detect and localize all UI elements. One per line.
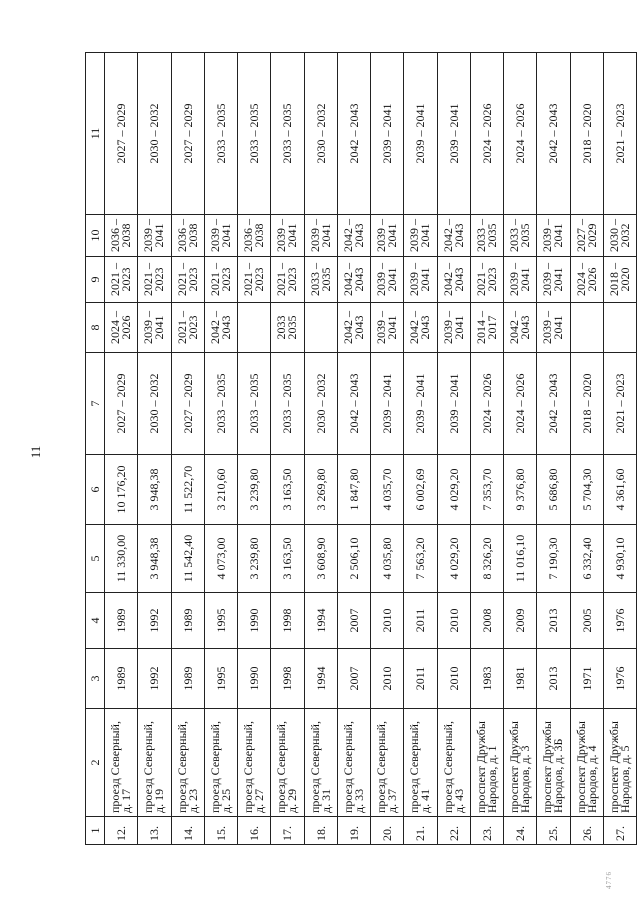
total-area-cell: 3 608,90 xyxy=(304,525,337,593)
total-area-cell: 11 330,00 xyxy=(105,525,138,593)
total-area-cell: 3 948,38 xyxy=(138,525,171,593)
period-cell: 2036 – 2038 xyxy=(238,215,271,257)
rotated-table-container xyxy=(85,53,637,845)
period-cell: 2033 – 2035 xyxy=(470,215,503,257)
living-area-cell: 1 847,80 xyxy=(337,455,370,525)
address-cell: проспект Дружбы Народов, д. 5 xyxy=(603,709,636,817)
period-cell: 2033 – 2035 xyxy=(504,215,537,257)
period-cell: 2042 – 2043 xyxy=(337,303,370,353)
header-cell: 8 xyxy=(86,303,105,353)
year-commissioned-cell: 1990 xyxy=(238,593,271,649)
period-cell: 2039 – 2041 xyxy=(138,303,171,353)
period-cell: 2039 – 2041 xyxy=(404,353,437,455)
address-cell: проспект Дружбы Народов, д. 4 xyxy=(570,709,603,817)
row-number-cell: 22. xyxy=(437,817,470,845)
table-row xyxy=(238,53,271,845)
row-number-cell: 25. xyxy=(537,817,570,845)
header-cell: 10 xyxy=(86,215,105,257)
table-row xyxy=(570,53,603,845)
address-cell: проезд Северный, д. 41 xyxy=(404,709,437,817)
period-cell: 2039 – 2041 xyxy=(504,257,537,303)
year-commissioned-cell: 2009 xyxy=(504,593,537,649)
period-cell: 2033 – 2035 xyxy=(304,257,337,303)
period-cell: 2018 – 2020 xyxy=(603,257,636,303)
period-cell: 2039 – 2041 xyxy=(371,215,404,257)
row-number-cell: 18. xyxy=(304,817,337,845)
header-cell: 6 xyxy=(86,455,105,525)
total-area-cell: 8 326,20 xyxy=(470,525,503,593)
year-built-cell: 1983 xyxy=(470,649,503,709)
address-cell: проезд Северный, д. 33 xyxy=(337,709,370,817)
address-cell: проспект Дружбы Народов, д. 3Б xyxy=(537,709,570,817)
header-cell: 1 xyxy=(86,817,105,845)
row-number-cell: 24. xyxy=(504,817,537,845)
header-cell: 2 xyxy=(86,709,105,817)
table-row xyxy=(304,53,337,845)
year-commissioned-cell: 2007 xyxy=(337,593,370,649)
living-area-cell: 3 163,50 xyxy=(271,455,304,525)
period-cell: 2030 – 2032 xyxy=(138,353,171,455)
year-built-cell: 2007 xyxy=(337,649,370,709)
table-row xyxy=(337,53,370,845)
table-row xyxy=(504,53,537,845)
row-number-cell: 20. xyxy=(371,817,404,845)
address-cell: проезд Северный, д. 43 xyxy=(437,709,470,817)
living-area-cell: 7 353,70 xyxy=(470,455,503,525)
period-cell: 2039 – 2041 xyxy=(371,303,404,353)
row-number-cell: 19. xyxy=(337,817,370,845)
table-row xyxy=(105,53,138,845)
address-cell: проезд Северный, д. 23 xyxy=(171,709,204,817)
period-cell: 2036 – 2038 xyxy=(171,215,204,257)
living-area-cell: 5 704,30 xyxy=(570,455,603,525)
row-number-cell: 23. xyxy=(470,817,503,845)
period-cell: 2039 – 2041 xyxy=(437,353,470,455)
header-row xyxy=(86,53,105,845)
period-cell: 2030 – 2032 xyxy=(138,53,171,215)
header-cell: 5 xyxy=(86,525,105,593)
period-cell: 2021 – 2023 xyxy=(470,257,503,303)
period-cell: 2039 – 2041 xyxy=(304,215,337,257)
year-commissioned-cell: 2005 xyxy=(570,593,603,649)
header-cell: 11 xyxy=(86,53,105,215)
page-number: 11 xyxy=(28,445,43,459)
period-cell: 2018 – 2020 xyxy=(570,353,603,455)
period-cell xyxy=(238,303,271,353)
header-cell: 3 xyxy=(86,649,105,709)
year-commissioned-cell: 1976 xyxy=(603,593,636,649)
capital-repair-schedule-table xyxy=(85,52,637,845)
period-cell: 2021 – 2023 xyxy=(271,257,304,303)
table-row xyxy=(271,53,304,845)
period-cell: 2039 – 2041 xyxy=(371,257,404,303)
living-area-cell: 3 269,80 xyxy=(304,455,337,525)
total-area-cell: 7 563,20 xyxy=(404,525,437,593)
address-cell: проезд Северный, д. 29 xyxy=(271,709,304,817)
year-built-cell: 2011 xyxy=(404,649,437,709)
year-built-cell: 1989 xyxy=(105,649,138,709)
period-cell: 2033 – 2035 xyxy=(238,353,271,455)
year-commissioned-cell: 1998 xyxy=(271,593,304,649)
address-cell: проезд Северный, д. 31 xyxy=(304,709,337,817)
living-area-cell: 3 210,60 xyxy=(204,455,237,525)
period-cell: 2042 – 2043 xyxy=(504,303,537,353)
living-area-cell: 4 035,70 xyxy=(371,455,404,525)
year-commissioned-cell: 1995 xyxy=(204,593,237,649)
row-number-cell: 14. xyxy=(171,817,204,845)
table-row xyxy=(404,53,437,845)
living-area-cell: 4 361,60 xyxy=(603,455,636,525)
period-cell: 2039 – 2041 xyxy=(437,303,470,353)
total-area-cell: 2 506,10 xyxy=(337,525,370,593)
year-commissioned-cell: 2013 xyxy=(537,593,570,649)
address-cell: проспект Дружбы Народов, д. 3 xyxy=(504,709,537,817)
period-cell xyxy=(570,303,603,353)
year-built-cell: 2010 xyxy=(371,649,404,709)
period-cell: 2024 – 2026 xyxy=(504,53,537,215)
period-cell: 2018 – 2020 xyxy=(570,53,603,215)
period-cell xyxy=(304,303,337,353)
period-cell: 2027 – 2029 xyxy=(171,53,204,215)
address-cell: проезд Северный, д. 25 xyxy=(204,709,237,817)
address-cell: проезд Северный, д. 27 xyxy=(238,709,271,817)
period-cell: 2033 – 2035 xyxy=(204,353,237,455)
year-commissioned-cell: 2008 xyxy=(470,593,503,649)
period-cell: 2033 2035 xyxy=(271,303,304,353)
total-area-cell: 11 542,40 xyxy=(171,525,204,593)
total-area-cell: 6 332,40 xyxy=(570,525,603,593)
table-row xyxy=(603,53,636,845)
period-cell: 2014 – 2017 xyxy=(470,303,503,353)
living-area-cell: 5 686,80 xyxy=(537,455,570,525)
year-commissioned-cell: 2010 xyxy=(437,593,470,649)
year-commissioned-cell: 1994 xyxy=(304,593,337,649)
row-number-cell: 16. xyxy=(238,817,271,845)
header-cell: 4 xyxy=(86,593,105,649)
period-cell: 2042 – 2043 xyxy=(537,53,570,215)
total-area-cell: 4 930,10 xyxy=(603,525,636,593)
year-built-cell: 1981 xyxy=(504,649,537,709)
period-cell: 2042 – 2043 xyxy=(537,353,570,455)
period-cell: 2042 – 2043 xyxy=(337,353,370,455)
period-cell: 2042 – 2043 xyxy=(204,303,237,353)
period-cell: 2039 – 2041 xyxy=(537,215,570,257)
period-cell: 2024 – 2026 xyxy=(470,353,503,455)
total-area-cell: 11 016,10 xyxy=(504,525,537,593)
period-cell: 2039 – 2041 xyxy=(404,215,437,257)
address-cell: проспект Дружбы Народов, д. 1 xyxy=(470,709,503,817)
period-cell: 2030 – 2032 xyxy=(603,215,636,257)
year-commissioned-cell: 2010 xyxy=(371,593,404,649)
year-commissioned-cell: 2011 xyxy=(404,593,437,649)
period-cell: 2039 – 2041 xyxy=(371,53,404,215)
total-area-cell: 4 035,80 xyxy=(371,525,404,593)
period-cell: 2042 – 2043 xyxy=(404,303,437,353)
period-cell: 2021 – 2023 xyxy=(238,257,271,303)
period-cell: 2042 – 2043 xyxy=(437,257,470,303)
period-cell: 2024 – 2026 xyxy=(105,303,138,353)
row-number-cell: 13. xyxy=(138,817,171,845)
total-area-cell: 3 239,80 xyxy=(238,525,271,593)
period-cell: 2033 – 2035 xyxy=(238,53,271,215)
period-cell: 2021 – 2023 xyxy=(138,257,171,303)
table-row xyxy=(171,53,204,845)
table-row xyxy=(437,53,470,845)
period-cell: 2027 – 2029 xyxy=(171,353,204,455)
period-cell: 2039 – 2041 xyxy=(371,353,404,455)
period-cell: 2033 – 2035 xyxy=(271,353,304,455)
year-built-cell: 1989 xyxy=(171,649,204,709)
address-cell: проезд Северный, д. 17 xyxy=(105,709,138,817)
total-area-cell: 3 163,50 xyxy=(271,525,304,593)
period-cell: 2039 – 2041 xyxy=(271,215,304,257)
period-cell: 2021 – 2023 xyxy=(171,257,204,303)
table-row xyxy=(204,53,237,845)
year-built-cell: 1994 xyxy=(304,649,337,709)
year-built-cell: 1990 xyxy=(238,649,271,709)
period-cell: 2021 – 2023 xyxy=(603,353,636,455)
living-area-cell: 10 176,20 xyxy=(105,455,138,525)
living-area-cell: 3 948,38 xyxy=(138,455,171,525)
period-cell: 2039 – 2041 xyxy=(138,215,171,257)
period-cell: 2021 – 2023 xyxy=(204,257,237,303)
year-built-cell: 1971 xyxy=(570,649,603,709)
year-built-cell: 2013 xyxy=(537,649,570,709)
living-area-cell: 11 522,70 xyxy=(171,455,204,525)
period-cell: 2027 – 2029 xyxy=(570,215,603,257)
table-row xyxy=(537,53,570,845)
period-cell: 2039 – 2041 xyxy=(437,53,470,215)
year-commissioned-cell: 1989 xyxy=(171,593,204,649)
period-cell: 2027 – 2029 xyxy=(105,53,138,215)
period-cell: 2033 – 2035 xyxy=(204,53,237,215)
period-cell: 2024 – 2026 xyxy=(504,353,537,455)
row-number-cell: 21. xyxy=(404,817,437,845)
year-built-cell: 1992 xyxy=(138,649,171,709)
period-cell: 2024 – 2026 xyxy=(470,53,503,215)
living-area-cell: 9 376,80 xyxy=(504,455,537,525)
footer-mark: 4776 xyxy=(605,871,613,889)
total-area-cell: 7 190,30 xyxy=(537,525,570,593)
total-area-cell: 4 029,20 xyxy=(437,525,470,593)
period-cell: 2021 – 2023 xyxy=(105,257,138,303)
period-cell: 2039 – 2041 xyxy=(404,53,437,215)
row-number-cell: 12. xyxy=(105,817,138,845)
table-row xyxy=(470,53,503,845)
period-cell: 2042 – 2043 xyxy=(337,257,370,303)
period-cell: 2030 – 2032 xyxy=(304,53,337,215)
year-built-cell: 1995 xyxy=(204,649,237,709)
period-cell: 2042 – 2043 xyxy=(337,215,370,257)
period-cell xyxy=(603,303,636,353)
period-cell: 2027 – 2029 xyxy=(105,353,138,455)
period-cell: 2039 – 2041 xyxy=(204,215,237,257)
period-cell: 2042 – 2043 xyxy=(337,53,370,215)
address-cell: проезд Северный, д. 19 xyxy=(138,709,171,817)
period-cell: 2030 – 2032 xyxy=(304,353,337,455)
period-cell: 2039 – 2041 xyxy=(537,303,570,353)
header-cell: 7 xyxy=(86,353,105,455)
row-number-cell: 15. xyxy=(204,817,237,845)
row-number-cell: 27. xyxy=(603,817,636,845)
living-area-cell: 6 002,69 xyxy=(404,455,437,525)
period-cell: 2021 – 2023 xyxy=(603,53,636,215)
living-area-cell: 3 239,80 xyxy=(238,455,271,525)
period-cell: 2033 – 2035 xyxy=(271,53,304,215)
year-built-cell: 1976 xyxy=(603,649,636,709)
row-number-cell: 17. xyxy=(271,817,304,845)
year-commissioned-cell: 1989 xyxy=(105,593,138,649)
year-commissioned-cell: 1992 xyxy=(138,593,171,649)
year-built-cell: 1998 xyxy=(271,649,304,709)
address-cell: проезд Северный, д. 37 xyxy=(371,709,404,817)
table-row xyxy=(371,53,404,845)
period-cell: 2036 – 2038 xyxy=(105,215,138,257)
header-cell: 9 xyxy=(86,257,105,303)
period-cell: 2039 – 2041 xyxy=(404,257,437,303)
living-area-cell: 4 029,20 xyxy=(437,455,470,525)
period-cell: 2021 – 2023 xyxy=(171,303,204,353)
row-number-cell: 26. xyxy=(570,817,603,845)
period-cell: 2042 – 2043 xyxy=(437,215,470,257)
table-row xyxy=(138,53,171,845)
total-area-cell: 4 073,00 xyxy=(204,525,237,593)
year-built-cell: 2010 xyxy=(437,649,470,709)
period-cell: 2024 – 2026 xyxy=(570,257,603,303)
period-cell: 2039 – 2041 xyxy=(537,257,570,303)
